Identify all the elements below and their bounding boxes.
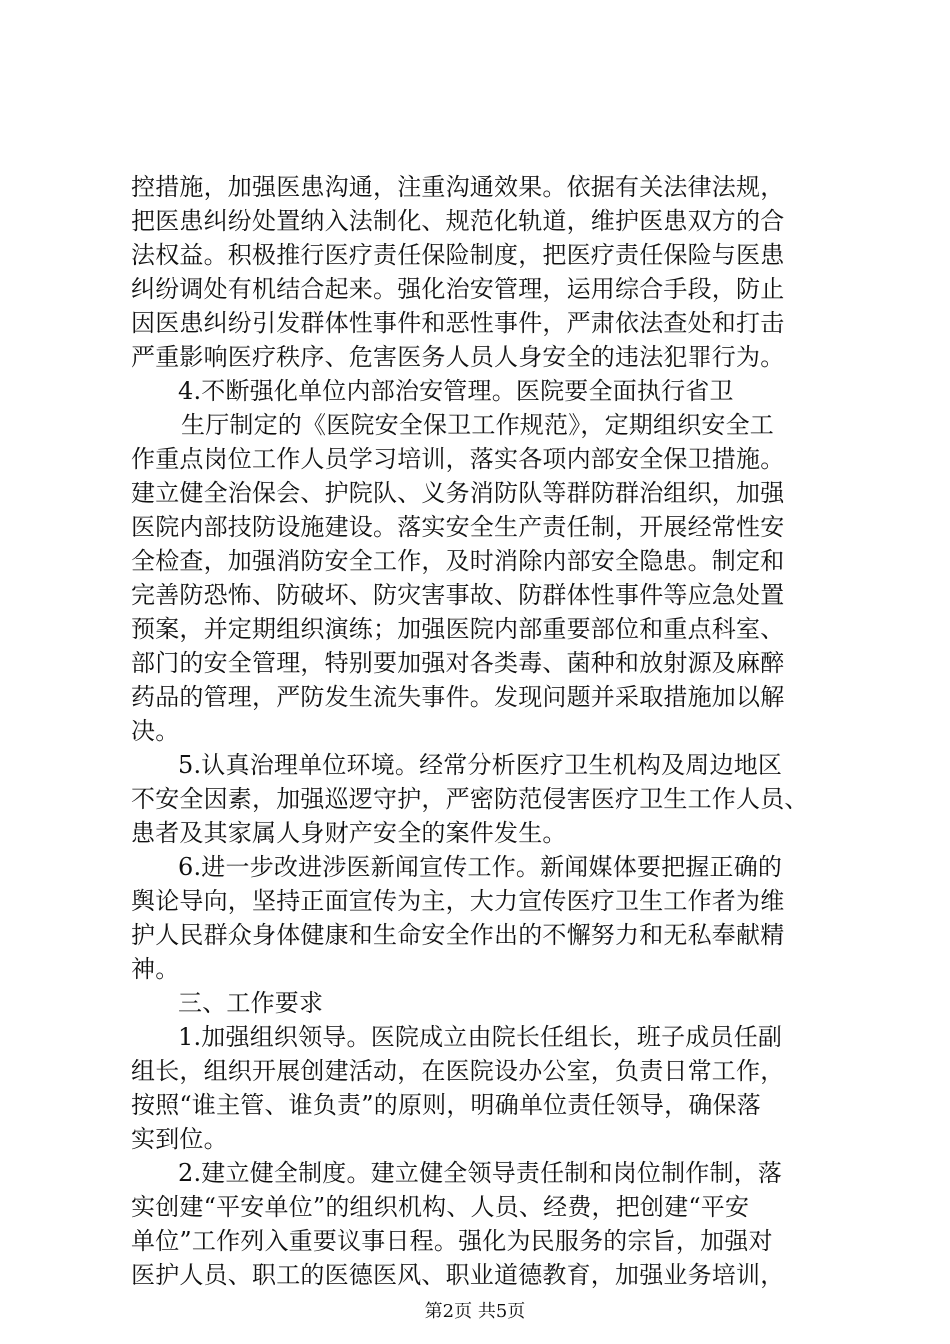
text-line: 医院内部技防设施建设。落实安全生产责任制，开展经常性安 [131, 513, 785, 541]
text-line: 按照“谁主管、谁负责”的原则，明确单位责任领导，确保落 [131, 1091, 761, 1119]
text-line: 完善防恐怖、防破坏、防灾害事故、防群体性事件等应急处置 [131, 581, 785, 609]
text-line: 全检查，加强消防安全工作，及时消除内部安全隐患。制定和 [131, 547, 785, 575]
text-line: 实创建“平安单位”的组织机构、人员、经费，把创建“平安 [131, 1193, 750, 1221]
text-line: 1.加强组织领导。医院成立由院长任组长，班子成员任副 [178, 1023, 783, 1051]
text-line: 护人民群众身体健康和生命安全作出的不懈努力和无私奉献精 [131, 921, 785, 949]
text-line: 法权益。积极推行医疗责任保险制度，把医疗责任保险与医患 [131, 241, 785, 269]
page-footer: 第2页 共5页 [424, 1301, 526, 1322]
text-line: 部门的安全管理，特别要加强对各类毒、菌种和放射源及麻醉 [131, 649, 785, 677]
text-line: 单位”工作列入重要议事日程。强化为民服务的宗旨，加强对 [131, 1227, 773, 1255]
text-line: 作重点岗位工作人员学习培训，落实各项内部安全保卫措施。 [131, 445, 785, 473]
text-line: 医护人员、职工的医德医风、职业道德教育，加强业务培训， [131, 1261, 785, 1289]
text-line: 预案，并定期组织演练；加强医院内部重要部位和重点科室、 [131, 615, 785, 643]
text-line: 药品的管理，严防发生流失事件。发现问题并采取措施加以解 [131, 683, 785, 711]
text-line: 决。 [131, 717, 180, 745]
text-line: 控措施，加强医患沟通，注重沟通效果。依据有关法律法规， [131, 173, 785, 201]
text-line: 组长，组织开展创建活动，在医院设办公室，负责日常工作， [131, 1057, 785, 1085]
text-line: 生厅制定的《医院安全保卫工作规范》，定期组织安全工 [181, 411, 774, 439]
text-line: 因医患纠纷引发群体性事件和恶性事件，严肃依法查处和打击 [131, 309, 785, 337]
text-line: 神。 [131, 955, 180, 983]
text-line: 实到位。 [131, 1125, 228, 1153]
text-line: 不安全因素，加强巡逻守护，严密防范侵害医疗卫生工作人员、 [131, 785, 809, 813]
text-line: 患者及其家属人身财产安全的案件发生。 [131, 819, 567, 847]
text-line: 建立健全治保会、护院队、义务消防队等群防群治组织，加强 [131, 479, 785, 507]
text-line: 5.认真治理单位环境。经常分析医疗卫生机构及周边地区 [178, 751, 783, 779]
text-line: 纠纷调处有机结合起来。强化治安管理，运用综合手段，防止 [131, 275, 785, 303]
text-line: 4.不断强化单位内部治安管理。医院要全面执行省卫 [178, 377, 734, 405]
text-line: 2.建立健全制度。建立健全领导责任制和岗位制作制，落 [178, 1159, 783, 1187]
text-line: 严重影响医疗秩序、危害医务人员人身安全的违法犯罪行为。 [131, 343, 785, 371]
text-line: 6.进一步改进涉医新闻宣传工作。新闻媒体要把握正确的 [178, 853, 783, 881]
text-line: 舆论导向，坚持正面宣传为主，大力宣传医疗卫生工作者为维 [131, 887, 785, 915]
section-heading: 三、工作要求 [178, 989, 324, 1017]
text-line: 把医患纠纷处置纳入法制化、规范化轨道，维护医患双方的合 [131, 207, 785, 235]
